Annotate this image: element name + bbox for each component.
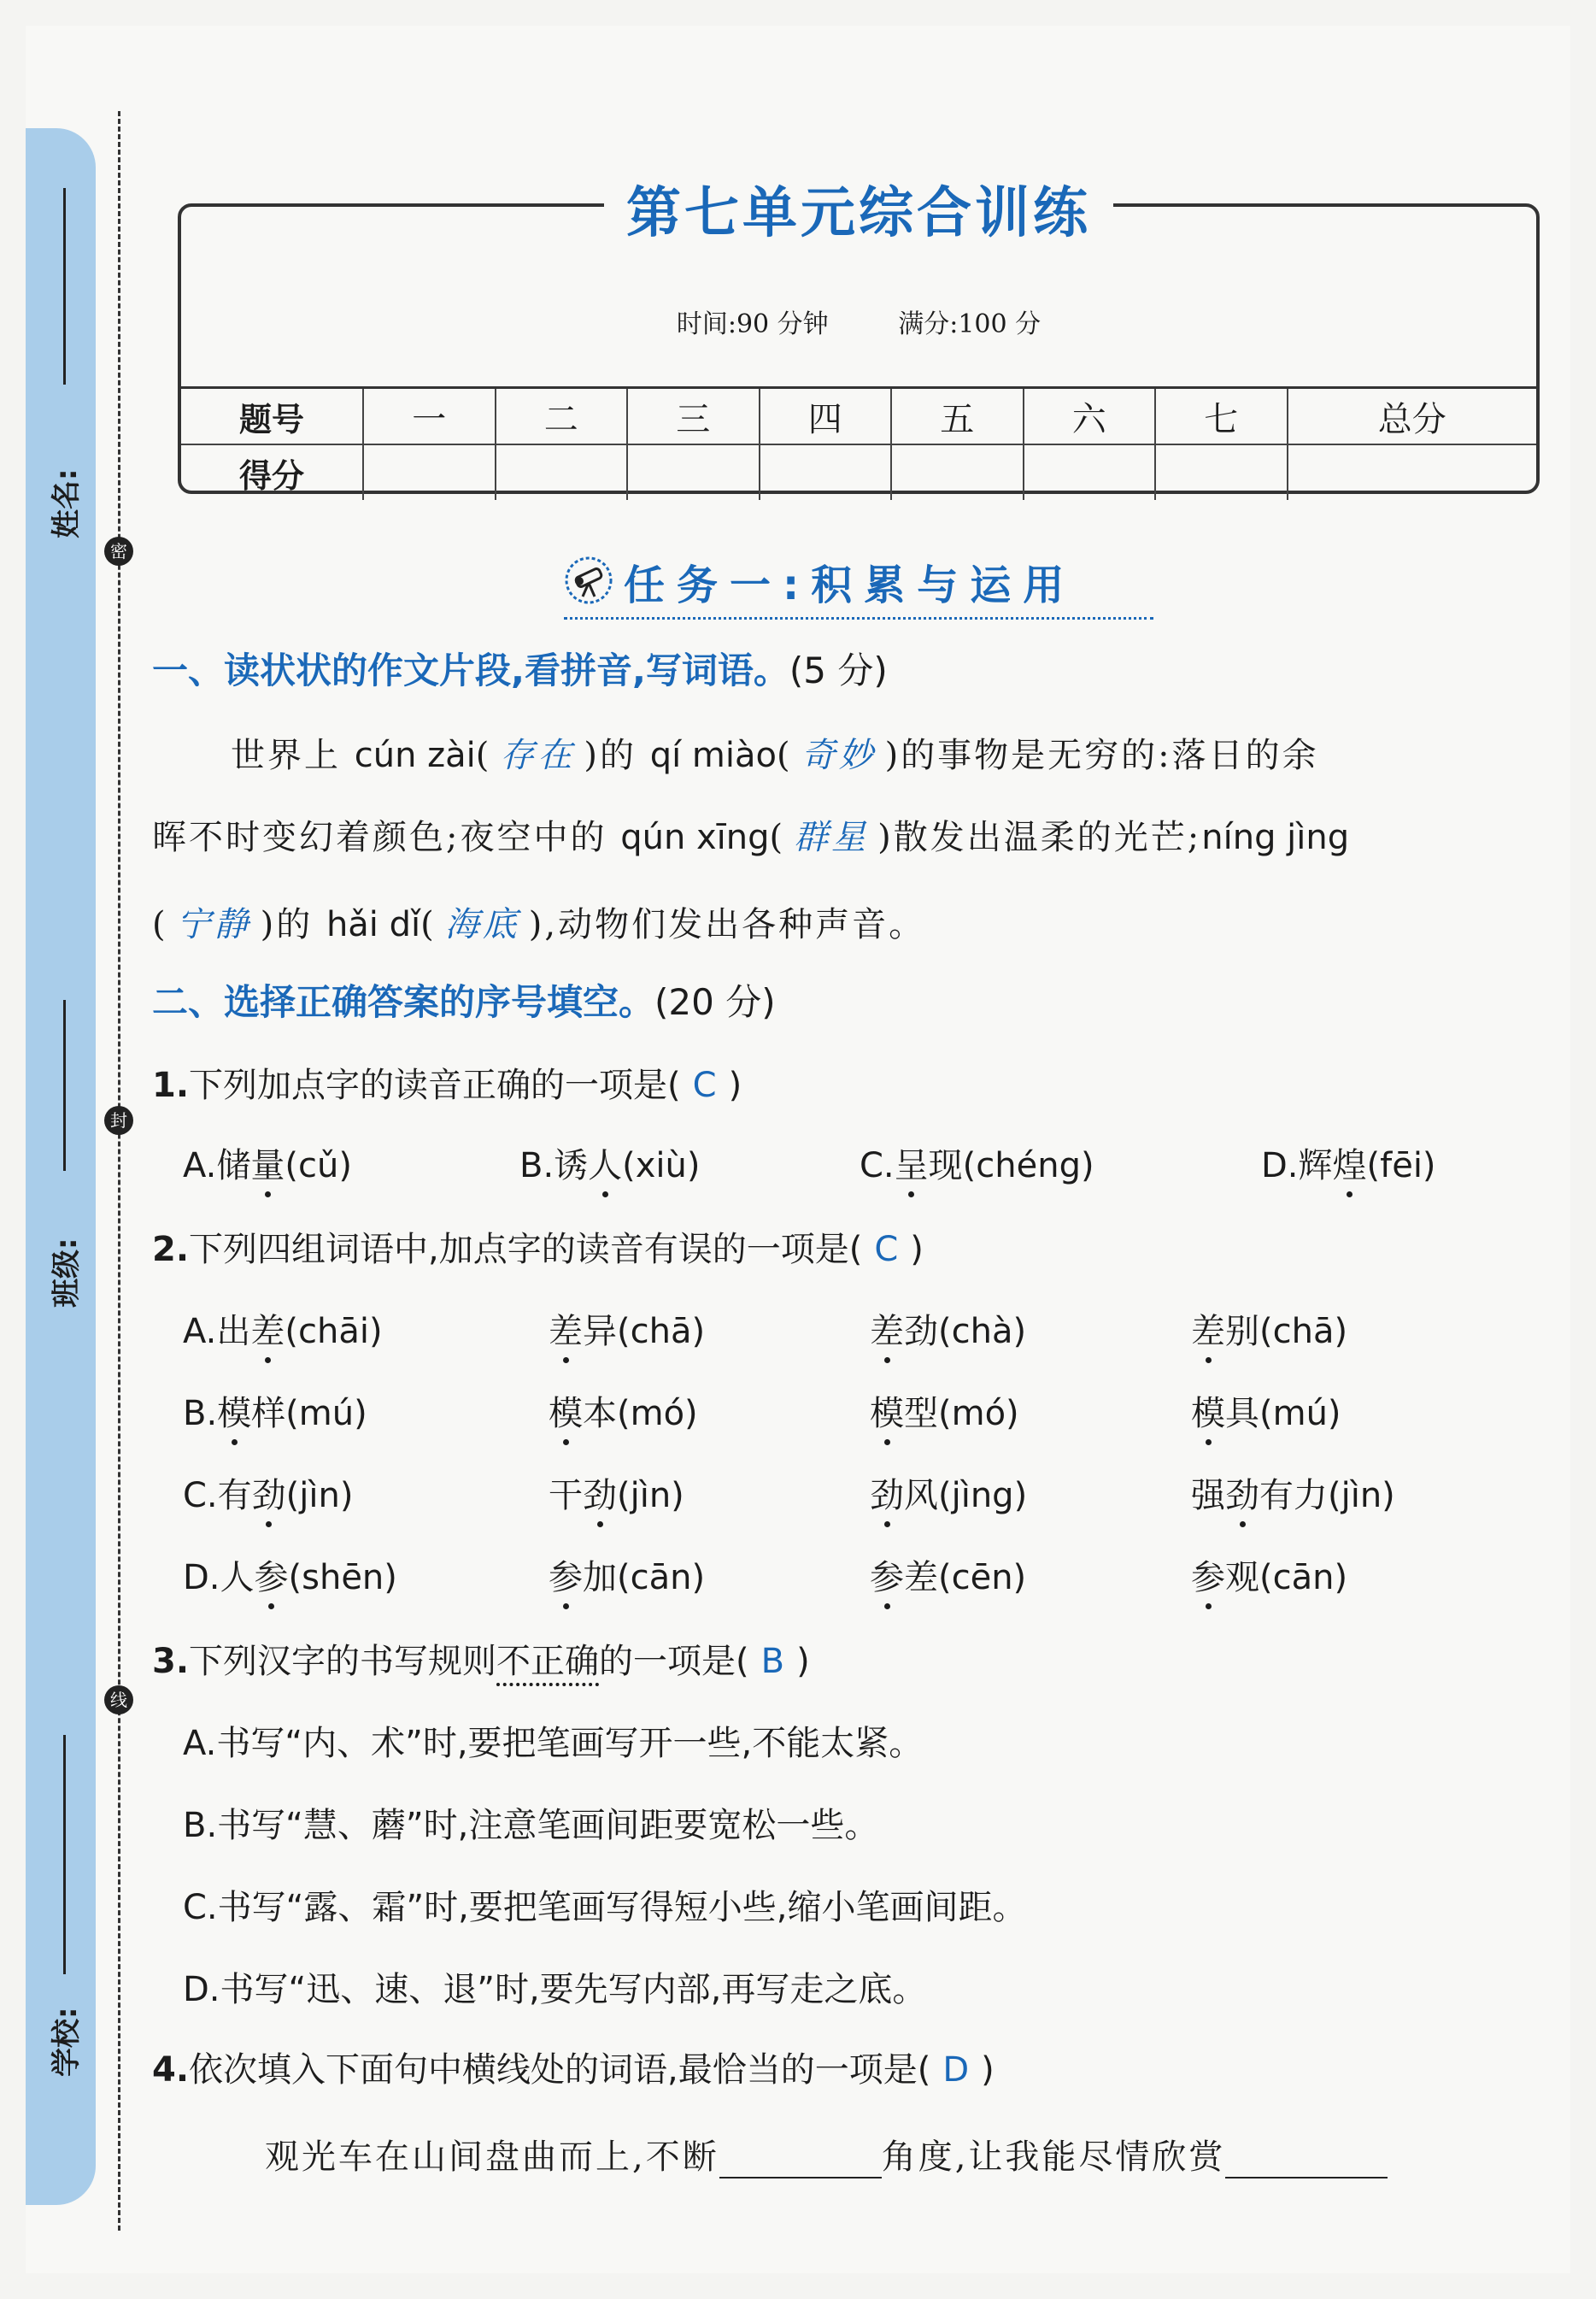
fill-blank[interactable] — [719, 2148, 882, 2178]
option-text: D.人 — [183, 1558, 255, 1597]
option-text: A.储 — [183, 1146, 251, 1185]
question-text: 依次填入下面句中横线处的词语,最恰当的一项是( — [189, 2050, 931, 2090]
q2-row-d-2 — [549, 1550, 705, 1599]
q1-option-c — [860, 1138, 1094, 1187]
text: 世界上 — [231, 736, 355, 775]
task-title: 任务一:积累与运用 — [624, 562, 1077, 609]
section-1-line-2: 晖不时变幻着颜色;夜空中的 qún xīng( 群星 )散发出温柔的光芒;níng jìng — [152, 810, 1349, 859]
exam-page — [26, 26, 1570, 2273]
section-1-heading — [152, 643, 888, 694]
option-text: 强 — [1191, 1476, 1225, 1515]
score-table-cell: 二 — [496, 388, 628, 445]
option-text: (chāi) — [285, 1312, 383, 1351]
name-line — [63, 188, 66, 385]
section-2-heading — [152, 974, 776, 1026]
dotted-char: 劲 — [1225, 1468, 1259, 1517]
score-table-cell: 七 — [1155, 388, 1288, 445]
option-text: (xiù) — [622, 1146, 701, 1185]
option-text: 异(chā) — [583, 1312, 706, 1351]
class-line — [63, 1000, 66, 1171]
q3-option-c: C.书写“露、霜”时,要把笔画写得短小些,缩小笔画间距。 — [183, 1888, 1027, 1927]
dotted-char: 人 — [588, 1138, 622, 1187]
q2-row-d-3 — [870, 1550, 1026, 1599]
question-close: ) — [910, 1230, 924, 1269]
option-text: 劲(chà) — [904, 1312, 1027, 1351]
q2-row-b-1 — [183, 1386, 367, 1435]
question-4 — [152, 2043, 995, 2091]
section-1-heading-text: 一、读状状的作文片段,看拼音,写词语。 — [152, 650, 789, 691]
dotted-char: 参 — [1191, 1550, 1225, 1599]
option-text: (jìn) — [617, 1476, 684, 1515]
dotted-char: 煌 — [1333, 1138, 1367, 1187]
option-text: 本(mó) — [583, 1394, 698, 1433]
q2-row-a-2 — [549, 1304, 705, 1353]
question-text: 下列加点字的读音正确的一项是( — [189, 1066, 681, 1105]
q4-sentence — [265, 2130, 1388, 2178]
section-1-line-3: ( 宁静 )的 hǎi dǐ( 海底 ),动物们发出各种声音。 — [152, 897, 925, 946]
option-text: 别(chā) — [1225, 1312, 1348, 1351]
option-text: 观(cān) — [1225, 1558, 1348, 1597]
question-close: ) — [981, 2050, 995, 2090]
question-text: 下列汉字的书写规则 — [189, 1642, 497, 1681]
option-text: (fēi) — [1366, 1146, 1436, 1185]
score-table-cell: 一 — [363, 388, 496, 445]
pinyin: níng jìng — [1201, 818, 1350, 857]
option-text: C. — [860, 1146, 895, 1185]
score-input-cell[interactable] — [1155, 444, 1288, 500]
score-table-cell: 六 — [1024, 388, 1156, 445]
sentence-text: 观光车在山间盘曲而上,不断 — [265, 2137, 719, 2177]
dotted-char: 劲 — [252, 1468, 286, 1517]
page-title: 第七单元综合训练 — [604, 169, 1113, 248]
text: 散发出温柔的光芒; — [893, 818, 1202, 857]
q2-row-d-4 — [1191, 1550, 1347, 1599]
option-text: 风(jìng) — [904, 1476, 1028, 1515]
q2-row-b-2 — [549, 1386, 698, 1435]
answer: 宁静 — [176, 905, 252, 944]
option-text: 样(mú) — [251, 1394, 367, 1433]
question-answer: C — [874, 1230, 899, 1269]
q2-row-a-3 — [870, 1304, 1026, 1353]
question-1 — [152, 1058, 742, 1107]
q2-row-a-4 — [1191, 1304, 1347, 1353]
q3-option-a: A.书写“内、术”时,要把笔画写开一些,不能太紧。 — [183, 1724, 924, 1763]
score-table-score-row — [181, 444, 1536, 500]
option-text: B. — [183, 1394, 218, 1433]
section-1-line-1: 世界上 cún zài( 存在 )的 qí miào( 奇妙 )的事物是无穷的:落日的余 — [231, 728, 1319, 777]
dotted-char: 劲 — [583, 1468, 617, 1517]
school-line — [63, 1735, 66, 1974]
q3-option-d: D.书写“迅、速、退”时,要先写内部,再写走之底。 — [183, 1970, 927, 2009]
score-input-cell[interactable] — [627, 444, 760, 500]
question-close: ) — [728, 1066, 742, 1105]
score-label: 满分:100 分 — [898, 309, 1042, 339]
school-label: 学校: — [50, 2007, 84, 2077]
question-answer: D — [942, 2050, 970, 2090]
dotted-char: 模 — [1191, 1386, 1225, 1435]
answer: 群星 — [794, 818, 870, 857]
question-2 — [152, 1222, 924, 1271]
score-input-cell[interactable] — [363, 444, 496, 500]
option-text: 有力(jìn) — [1259, 1476, 1395, 1515]
option-text: 现(chéng) — [928, 1146, 1094, 1185]
seal-xian: 线 — [104, 1685, 133, 1714]
dotted-char: 差 — [870, 1304, 904, 1353]
question-answer: C — [692, 1066, 717, 1105]
score-table — [181, 386, 1536, 500]
section-1-points: (5 分) — [789, 650, 888, 691]
class-label: 班级: — [50, 1238, 84, 1308]
score-input-cell[interactable] — [1288, 444, 1537, 500]
dotted-char: 差 — [250, 1304, 285, 1353]
question-answer: B — [760, 1642, 785, 1681]
dotted-char: 参 — [255, 1550, 289, 1599]
dotted-char: 量 — [250, 1138, 285, 1187]
binding-strip — [26, 128, 96, 2205]
option-text: 差(cēn) — [904, 1558, 1027, 1597]
dotted-char: 差 — [549, 1304, 583, 1353]
dotted-words: 不正确 — [496, 1642, 600, 1681]
option-text: (shēn) — [288, 1558, 397, 1597]
pinyin: qún xīng — [620, 818, 770, 857]
answer: 海底 — [444, 905, 520, 944]
question-number: 4. — [152, 2050, 190, 2090]
q3-option-b: B.书写“慧、蘑”时,注意笔画间距要宽松一些。 — [183, 1806, 879, 1845]
score-table-cell: 三 — [627, 388, 760, 445]
text: 的 — [599, 736, 650, 775]
text: 的 — [276, 905, 326, 944]
header-box — [178, 181, 1540, 495]
seal-mi: 密 — [104, 537, 133, 566]
seal-feng: 封 — [104, 1106, 133, 1135]
option-text: (cǔ) — [285, 1146, 352, 1185]
score-input-cell[interactable] — [1024, 444, 1156, 500]
q2-row-d-1 — [183, 1550, 397, 1599]
option-text: 加(cān) — [583, 1558, 706, 1597]
question-3 — [152, 1634, 810, 1683]
answer: 奇妙 — [801, 736, 877, 775]
dotted-char: 模 — [549, 1386, 583, 1435]
option-text: 具(mú) — [1225, 1394, 1341, 1433]
dotted-char: 呈 — [895, 1138, 929, 1187]
exam-meta — [181, 303, 1536, 340]
score-table-header-row — [181, 388, 1536, 445]
question-text: 下列四组词语中,加点字的读音有误的一项是( — [189, 1230, 863, 1269]
option-text: 干 — [549, 1476, 583, 1515]
binding-dashed-line — [118, 111, 120, 2231]
dotted-char: 模 — [217, 1386, 251, 1435]
dotted-char: 模 — [870, 1386, 904, 1435]
telescope-icon — [564, 556, 613, 605]
question-number: 1. — [152, 1066, 190, 1105]
text: ,动物们发出各种声音。 — [544, 905, 926, 944]
question-close: ) — [796, 1642, 810, 1681]
score-table-cell: 得分 — [181, 444, 363, 500]
q1-option-b — [519, 1138, 701, 1187]
dotted-char: 参 — [870, 1550, 904, 1599]
answer: 存在 — [500, 736, 576, 775]
score-table-cell: 总分 — [1288, 388, 1537, 445]
dotted-char: 差 — [1191, 1304, 1225, 1353]
score-input-cell[interactable] — [496, 444, 628, 500]
text: 晖不时变幻着颜色;夜空中的 — [152, 818, 621, 857]
score-input-cell[interactable] — [891, 444, 1024, 500]
q1-option-a — [183, 1138, 352, 1187]
option-text: 型(mó) — [904, 1394, 1019, 1433]
score-table-cell: 四 — [760, 388, 892, 445]
q2-row-b-4 — [1191, 1386, 1341, 1435]
q2-row-c-3 — [870, 1468, 1027, 1517]
text: 的事物是无穷的:落日的余 — [901, 736, 1319, 775]
score-table-cell: 题号 — [181, 388, 363, 445]
q2-row-c-1 — [183, 1468, 353, 1517]
q2-row-a-1 — [183, 1304, 383, 1353]
q2-row-b-3 — [870, 1386, 1019, 1435]
pinyin: hǎi dǐ — [326, 905, 421, 944]
question-number: 3. — [152, 1642, 190, 1681]
score-table-cell: 五 — [891, 388, 1024, 445]
section-2-heading-text: 二、选择正确答案的序号填空。 — [152, 981, 655, 1023]
q2-row-c-4 — [1191, 1468, 1395, 1517]
q1-option-d — [1261, 1138, 1436, 1187]
option-text: D.辉 — [1261, 1146, 1333, 1185]
score-input-cell[interactable] — [760, 444, 892, 500]
question-number: 2. — [152, 1230, 190, 1269]
task-heading — [564, 549, 1153, 620]
fill-blank[interactable] — [1225, 2148, 1388, 2178]
option-text: B.诱 — [519, 1146, 589, 1185]
pinyin: cún zài — [354, 736, 476, 775]
pinyin: qí miào — [649, 736, 777, 775]
question-text: 的一项是( — [599, 1642, 749, 1681]
q2-row-c-2 — [549, 1468, 684, 1517]
option-text: C.有 — [183, 1476, 252, 1515]
section-2-points: (20 分) — [654, 981, 776, 1023]
option-text: A.出 — [183, 1312, 251, 1351]
sentence-text: 角度,让我能尽情欣赏 — [881, 2137, 1226, 2177]
name-label: 姓名: — [50, 468, 84, 538]
dotted-char: 劲 — [870, 1468, 904, 1517]
option-text: (jìn) — [285, 1476, 354, 1515]
dotted-char: 参 — [549, 1550, 583, 1599]
time-label: 时间:90 分钟 — [676, 309, 829, 339]
